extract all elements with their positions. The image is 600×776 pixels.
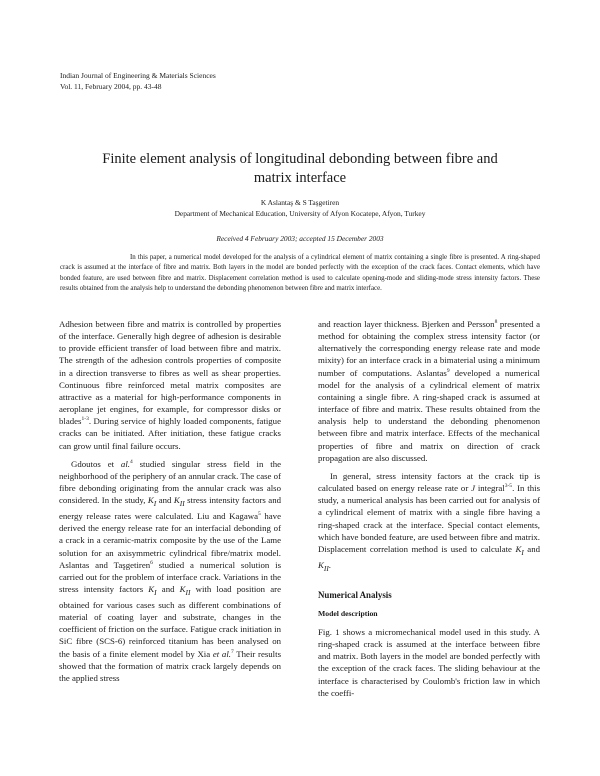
author-block <box>60 197 540 219</box>
text-run: and <box>523 543 541 554</box>
text-run: al. <box>120 458 130 469</box>
citation-ref: 8 <box>494 319 498 326</box>
text-run: Gdoutos et <box>71 458 121 469</box>
math-symbol: K <box>147 495 154 506</box>
text-run: developed a numerical model for the analysis of a cylindrical element of matrix containing a single fibre. A ring-shaped crack is assumed at interface of fibre and matrix. These results obtained from the analysis help to understand the debonding phenomenon between fibre and matrix interface. Effects of the mechanical properties of fibre and matrix on direction of crack propagation are also discussed. <box>318 367 540 463</box>
citation-ref: 4 <box>129 458 133 465</box>
journal-volume: Vol. 11, February 2004, pp. 43-48 <box>60 82 162 91</box>
paper-title-line-1: Finite element analysis of longitudinal debonding between fibre and <box>102 151 498 167</box>
journal-name: Indian Journal of Engineering & Materials Sciences <box>60 71 216 80</box>
text-run: and <box>156 584 180 595</box>
subsection-heading: Model description <box>318 608 378 618</box>
math-symbol: K <box>148 584 155 595</box>
text-run: have derived the energy release rate for an interfacial debonding of a crack in a ceramic-matrix composite by the use of the Lame solution for an axisymmetric cylindrical fibre/matrix model. Aslantas and Taşgetiren <box>59 511 281 570</box>
paper-title-line-2: matrix interface <box>253 170 347 186</box>
right-paragraph-2 <box>318 470 540 575</box>
left-paragraph-2 <box>59 458 281 684</box>
text-run: and reaction layer thickness. Bjerken and Persson <box>318 319 495 329</box>
right-paragraph-3: Fig. 1 shows a micromechanical model used in this study. A ring-shaped crack is assumed at the interface between fibre and matrix. Both layers in the model are bonded perfectly with the exception of the crack faces. The sliding behaviour at the interface is characterised by Coulomb's friction law in which the coeffi- <box>318 626 540 698</box>
citation-ref: 6 <box>150 559 153 566</box>
math-symbol: K <box>515 543 522 554</box>
text-run: . In this study, a numerical analysis has been carried out for analysis of a cylindrical element of matrix with a single fibre having a ring-shaped crack at the interface. Special contact elements, which have bonded feature, are used between fibre and matrix. Displacement correlation method is used to calculate <box>318 483 540 554</box>
text-run: et al. <box>212 648 231 659</box>
text-run: stress intensity factors and energy release rates were calculated. Liu and Kagawa <box>59 495 281 522</box>
math-symbol: K <box>179 584 186 595</box>
text-run: In general, stress intensity factors at the crack tip is calculated based on energy release rate or <box>318 470 540 494</box>
text-run: presented a method for obtaining the complex stress intensity factor (or alternatively the corresponding energy release rate and mode mixity) for an interface crack in a bimaterial using a minimum number of computations. Aslantas <box>318 319 540 378</box>
author-names: K Aslantaş & S Taşgetiren <box>260 198 340 207</box>
math-subscript: II <box>185 587 191 597</box>
citation-ref: 7 <box>230 648 234 655</box>
math-symbol: K <box>318 559 324 570</box>
math-symbol: J <box>471 483 475 494</box>
text-run: Adhesion between fibre and matrix is controlled by properties of the interface. Generally high degree of adhesion is desirable to provide efficient transfer of load between fibre and matrix. The strength of the adhesion controls properties of composite in a direction transverse to fibres as well as shear properties. Continuous fibre reinforced metal matrix composites are attractive as a material for high-performance components in aeroplane jet engines, for example, for compressor disks or blades <box>59 319 281 427</box>
citation-ref: 3-5 <box>504 483 513 490</box>
journal-header <box>60 70 216 92</box>
text-run: and <box>156 495 174 506</box>
right-paragraph-1 <box>318 318 540 464</box>
text-run: studied singular stress field in the neighborhood of the periphery of an annular crack. The case of fibre debonding originating from the annular crack was also considered. In the study, <box>59 458 281 506</box>
citation-ref: 9 <box>446 367 450 374</box>
math-subscript: I <box>154 587 157 597</box>
paper-title <box>80 150 520 188</box>
text-run: Their results showed that the formation of matrix crack largely depends on the applied stress <box>59 648 281 683</box>
math-subscript: I <box>521 547 524 557</box>
math-subscript: II <box>323 563 329 573</box>
right-column <box>318 318 540 699</box>
math-symbol: K <box>173 495 180 506</box>
text-run: . During service of highly loaded components, fatigue cracks can be initiated. After initiation, these fatigue cracks can grow until final failure occurs. <box>59 416 281 451</box>
received-dates: Received 4 February 2003; accepted 15 December 2003 <box>216 234 384 243</box>
left-paragraph-1 <box>59 318 281 452</box>
math-subscript: I <box>153 498 157 508</box>
section-heading: Numerical Analysis <box>318 589 392 600</box>
citation-ref: 5 <box>257 511 261 518</box>
author-affiliation: Department of Mechanical Education, University of Afyon Kocatepe, Afyon, Turkey <box>174 209 426 218</box>
text-run: integral <box>475 483 505 494</box>
text-run: with load position are obtained for various cases such as different combinations of material of coating layer and substrate, changes in the coefficient of friction on the surface. Fatigue crack initiation in SiC fibre (SCS-6) reinforced titanium has been analysed on the basis of a finite element model by Xia <box>59 584 281 659</box>
citation-ref: 1-3 <box>81 416 89 423</box>
math-subscript: II <box>179 498 185 508</box>
text-run: . <box>328 559 331 570</box>
text-run: studied a numerical solution is carried out for the problem of interface crack. Variations in the stress intensity factors <box>59 559 282 595</box>
left-column <box>59 318 281 684</box>
abstract: In this paper, a numerical model developed for the analysis of a cylindrical element of matrix containing a single fibre is presented. A ring-shaped crack is assumed at the interface of fibre and matrix. Both layers in the model are bonded perfectly with the exception of the crack faces. Contact elements, which have bonded feature, are used between fibre and matrix. Displacement correlation method is used to calculate opening-mode and sliding-mode stress intensity factors. These results obtained from the analysis help to understand the debonding phenomenon between fibre and matrix interface. <box>60 254 540 293</box>
